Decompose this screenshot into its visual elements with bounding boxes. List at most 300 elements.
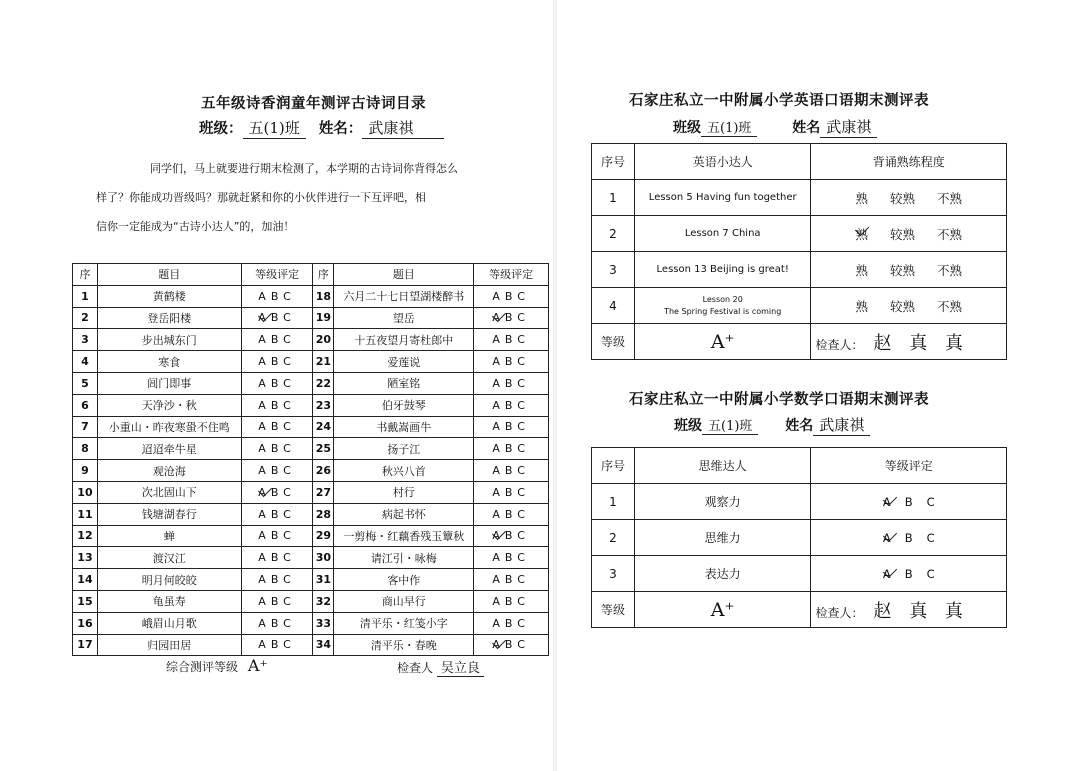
- poem-index: 1: [73, 285, 98, 307]
- grade-letter: A: [258, 420, 271, 434]
- english-row-options: [811, 252, 1007, 288]
- col-header-grade: 等级评定: [241, 264, 313, 286]
- english-class-name-line: [673, 116, 877, 138]
- grade-letter: A: [492, 551, 505, 565]
- poem-index: 23: [313, 394, 334, 416]
- grade-b: B: [904, 494, 913, 509]
- poem-index: 10: [73, 481, 98, 503]
- grade-letter: A: [258, 507, 271, 521]
- grade-letter: B: [270, 551, 284, 565]
- poem-index: 3: [73, 329, 98, 351]
- table-row: [73, 569, 549, 591]
- poem-grade: [474, 634, 549, 656]
- grade-letter: A: [258, 398, 271, 412]
- poem-grade: [241, 307, 313, 329]
- table-row: [73, 547, 549, 569]
- table-row: [73, 351, 549, 373]
- poem-grade: [474, 372, 549, 394]
- grade-letter: C: [283, 616, 296, 630]
- grade-letter: A: [258, 638, 271, 652]
- option-fluent: 熟: [855, 262, 868, 278]
- math-class-label: 班级: [674, 418, 702, 434]
- grade-letter: A: [492, 464, 505, 478]
- lesson-line-1: Lesson 20: [702, 294, 743, 304]
- overall-grade-value: A⁺: [247, 656, 268, 675]
- english-class-label: 班级: [673, 120, 701, 136]
- poem-grade: [474, 394, 549, 416]
- grade-a-checked: A: [492, 638, 505, 652]
- grade-a-checked: A: [492, 311, 505, 325]
- grade-letter: C: [517, 289, 530, 303]
- poem-grade: [474, 547, 549, 569]
- grade-letter: A: [258, 442, 271, 456]
- grade-letter: B: [270, 442, 284, 456]
- lesson-line-2: The Spring Festival is coming: [664, 306, 782, 316]
- english-row: [592, 288, 1007, 324]
- math-checker-label: 检查人：: [815, 605, 864, 620]
- class-value: 五(1)班: [243, 117, 306, 139]
- poem-grade: [241, 416, 313, 438]
- poem-index: 13: [73, 547, 98, 569]
- math-row-index: 2: [592, 520, 635, 556]
- english-row: [592, 252, 1007, 288]
- option-fairly-fluent: 较熟: [889, 262, 915, 278]
- grade-letter: B: [270, 529, 284, 543]
- grade-letter: B: [270, 464, 284, 478]
- poem-grade: [474, 351, 549, 373]
- grade-letter: C: [517, 485, 530, 499]
- english-title: 石家庄私立一中附属小学英语口语期末测评表: [629, 93, 929, 109]
- grade-letter: A: [258, 464, 271, 478]
- english-grade-row: [592, 324, 1007, 360]
- grade-letter: B: [504, 311, 518, 325]
- grade-letter: B: [270, 594, 284, 608]
- poem-index: 34: [313, 634, 334, 656]
- math-row: [592, 520, 1007, 556]
- intro-line-1: 同学们，马上就要进行期末检测了，本学期的古诗词你背得怎么: [150, 162, 458, 175]
- english-row-index: 3: [592, 252, 635, 288]
- poem-title: 峨眉山月歌: [97, 612, 241, 634]
- poem-grade: [474, 590, 549, 612]
- math-header-level: 等级评定: [811, 448, 1007, 484]
- grade-letter: B: [270, 289, 284, 303]
- grade-letter: B: [504, 616, 518, 630]
- english-row-options: [811, 288, 1007, 324]
- table-row: [73, 634, 549, 656]
- poem-title: 观沧海: [97, 460, 241, 482]
- english-row-index: 4: [592, 288, 635, 324]
- option-not-fluent: 不熟: [937, 262, 963, 278]
- poem-grade: [474, 438, 549, 460]
- grade-letter: C: [283, 398, 296, 412]
- name-label: 姓名：: [318, 121, 363, 137]
- col-header-grade-2: 等级评定: [474, 264, 549, 286]
- poem-index: 29: [313, 525, 334, 547]
- grade-letter: B: [504, 638, 518, 652]
- grade-letter: C: [517, 355, 530, 369]
- table-row: [73, 525, 549, 547]
- poem-title: 明月何皎皎: [97, 569, 241, 591]
- grade-letter: A: [258, 289, 271, 303]
- poem-grade: [474, 285, 549, 307]
- poem-title: 六月二十七日望湖楼醉书: [334, 285, 474, 307]
- grade-letter: B: [270, 420, 284, 434]
- math-row: [592, 484, 1007, 520]
- math-grade-row: [592, 592, 1007, 628]
- poem-index: 32: [313, 590, 334, 612]
- english-header-index: 序号: [592, 144, 635, 180]
- poem-title: 病起书怀: [334, 503, 474, 525]
- english-header-item: 英语小达人: [634, 144, 811, 180]
- grade-a-checked: A: [258, 311, 271, 325]
- grade-c: C: [926, 530, 935, 545]
- grade-letter: A: [492, 398, 505, 412]
- grade-letter: C: [517, 529, 530, 543]
- grade-letter: A: [258, 376, 271, 390]
- grade-letter: B: [504, 376, 518, 390]
- grade-letter: B: [504, 355, 518, 369]
- option-not-fluent: 不熟: [937, 226, 963, 242]
- poem-grade: [241, 394, 313, 416]
- grade-c: C: [926, 494, 935, 509]
- grade-letter: C: [283, 289, 296, 303]
- poem-title: 扬子江: [334, 438, 474, 460]
- poem-index: 12: [73, 525, 98, 547]
- col-header-index-2: 序: [313, 264, 334, 286]
- option-not-fluent: 不熟: [937, 298, 963, 314]
- poem-grade: [241, 503, 313, 525]
- checker-label: 检查人: [397, 661, 434, 675]
- english-row: [592, 216, 1007, 252]
- poem-title: 客中作: [334, 569, 474, 591]
- poem-title: 蝉: [97, 525, 241, 547]
- grade-letter: C: [517, 376, 530, 390]
- poem-index: 24: [313, 416, 334, 438]
- poem-grade: [474, 481, 549, 503]
- english-checker-signature: 赵 真 真: [873, 332, 969, 354]
- poem-grade: [241, 612, 313, 634]
- poem-index: 31: [313, 569, 334, 591]
- table-row: [73, 612, 549, 634]
- math-grade-value: A⁺: [634, 592, 811, 628]
- grade-letter: B: [504, 573, 518, 587]
- grade-letter: C: [517, 507, 530, 521]
- math-row: [592, 556, 1007, 592]
- poem-grade: [474, 503, 549, 525]
- poem-grade: [474, 307, 549, 329]
- poetry-title: 五年级诗香润童年测评古诗词目录: [201, 96, 426, 112]
- grade-letter: B: [504, 420, 518, 434]
- grade-letter: C: [517, 420, 530, 434]
- grade-letter: B: [504, 594, 518, 608]
- math-name-value: 武康祺: [813, 414, 870, 436]
- math-row-skill: 观察力: [634, 484, 811, 520]
- table-row: [73, 307, 549, 329]
- poem-title: 天净沙・秋: [97, 394, 241, 416]
- intro-line-2: 样了？你能成功晋级吗？那就赶紧和你的小伙伴进行一下互评吧，相: [96, 191, 426, 204]
- english-row-lesson: Lesson 5 Having fun together: [634, 180, 811, 216]
- poem-title: 爱莲说: [334, 351, 474, 373]
- english-grade-label: 等级: [592, 324, 635, 360]
- poem-index: 7: [73, 416, 98, 438]
- poem-grade: [241, 525, 313, 547]
- grade-b: B: [904, 566, 913, 581]
- poem-title: 次北固山下: [97, 481, 241, 503]
- english-name-label: 姓名: [792, 120, 821, 136]
- math-row-skill: 思维力: [634, 520, 811, 556]
- poem-grade: [474, 460, 549, 482]
- grade-letter: B: [504, 398, 518, 412]
- grade-letter: C: [283, 311, 296, 325]
- math-title: 石家庄私立一中附属小学数学口语期末测评表: [629, 392, 929, 408]
- grade-letter: C: [517, 333, 530, 347]
- grade-letter: C: [517, 311, 530, 325]
- grade-letter: A: [258, 573, 271, 587]
- poem-index: 21: [313, 351, 334, 373]
- english-grade-value: A⁺: [634, 324, 811, 360]
- grade-a-checked: A: [882, 530, 891, 545]
- grade-letter: A: [258, 594, 271, 608]
- poem-grade: [241, 460, 313, 482]
- grade-letter: C: [517, 464, 530, 478]
- grade-letter: B: [504, 289, 518, 303]
- grade-letter: B: [504, 442, 518, 456]
- grade-letter: C: [517, 551, 530, 565]
- poetry-class-name-line: [199, 117, 444, 139]
- grade-letter: B: [270, 376, 284, 390]
- grade-letter: C: [517, 616, 530, 630]
- poem-grade: [241, 481, 313, 503]
- grade-letter: C: [283, 529, 296, 543]
- math-row-grades: [811, 556, 1007, 592]
- col-header-title-2: 题目: [334, 264, 474, 286]
- poem-grade: [241, 285, 313, 307]
- poem-grade: [474, 569, 549, 591]
- grade-letter: C: [517, 573, 530, 587]
- grade-letter: A: [258, 355, 271, 369]
- math-class-value: 五(1)班: [702, 415, 758, 435]
- poem-title: 伯牙鼓琴: [334, 394, 474, 416]
- grade-letter: B: [504, 485, 518, 499]
- oral-sheet: [557, 0, 1080, 771]
- overall-grade-label: 综合测评等级: [166, 660, 239, 674]
- poem-index: 25: [313, 438, 334, 460]
- table-row: [73, 503, 549, 525]
- poem-index: 30: [313, 547, 334, 569]
- grade-letter: C: [283, 420, 296, 434]
- poem-title: 渡汉江: [97, 547, 241, 569]
- poem-index: 8: [73, 438, 98, 460]
- poem-grade: [474, 525, 549, 547]
- class-label: 班级：: [199, 121, 243, 137]
- table-row: [73, 394, 549, 416]
- english-header-row: [592, 144, 1007, 180]
- grade-letter: C: [283, 333, 296, 347]
- table-row: [73, 438, 549, 460]
- math-name-label: 姓名: [785, 418, 814, 434]
- poem-index: 15: [73, 590, 98, 612]
- poem-title: 请江引・咏梅: [334, 547, 474, 569]
- poem-title: 归园田居: [97, 634, 241, 656]
- english-row-options: [811, 180, 1007, 216]
- poem-grade: [241, 634, 313, 656]
- grade-letter: A: [492, 289, 505, 303]
- math-row-grades: [811, 520, 1007, 556]
- grade-letter: B: [270, 311, 284, 325]
- poem-index: 6: [73, 394, 98, 416]
- grade-letter: C: [283, 376, 296, 390]
- option-fluent: 熟: [855, 298, 868, 314]
- math-checker-signature: 赵 真 真: [873, 600, 969, 622]
- poem-title: 寒食: [97, 351, 241, 373]
- grade-letter: C: [283, 442, 296, 456]
- poem-grade: [241, 438, 313, 460]
- poem-title: 一剪梅・红藕香残玉簟秋: [334, 525, 474, 547]
- grade-letter: B: [270, 355, 284, 369]
- poem-title: 陋室铭: [334, 372, 474, 394]
- grade-letter: A: [492, 355, 505, 369]
- grade-letter: C: [283, 573, 296, 587]
- grade-letter: B: [270, 638, 284, 652]
- poem-title: 商山早行: [334, 590, 474, 612]
- grade-letter: C: [283, 485, 296, 499]
- grade-letter: A: [258, 616, 271, 630]
- poem-title: 黄鹤楼: [97, 285, 241, 307]
- grade-letter: A: [258, 551, 271, 565]
- intro-line-3: 信你一定能成为“古诗小达人”的，加油！: [96, 220, 295, 233]
- poem-index: 4: [73, 351, 98, 373]
- checker-signature: 吴立良: [437, 661, 484, 677]
- poem-title: 钱塘湖春行: [97, 503, 241, 525]
- poem-title: 清平乐・红笺小字: [334, 612, 474, 634]
- table-row: [73, 416, 549, 438]
- grade-letter: B: [270, 573, 284, 587]
- grade-letter: B: [270, 333, 284, 347]
- grade-letter: B: [504, 551, 518, 565]
- math-header-index: 序号: [592, 448, 635, 484]
- math-checker-cell: [811, 592, 1007, 628]
- grade-letter: C: [283, 638, 296, 652]
- english-checker-cell: [811, 324, 1007, 360]
- grade-letter: B: [504, 333, 518, 347]
- poem-title: 清平乐・春晚: [334, 634, 474, 656]
- col-header-index: 序: [73, 264, 98, 286]
- grade-letter: A: [258, 529, 271, 543]
- grade-letter: B: [504, 464, 518, 478]
- poem-title: 龟虽寿: [97, 590, 241, 612]
- option-fairly-fluent: 较熟: [889, 298, 915, 314]
- poem-index: 9: [73, 460, 98, 482]
- math-class-name-line: [674, 414, 870, 436]
- poem-title: 小重山・昨夜寒蛩不住鸣: [97, 416, 241, 438]
- poem-index: 14: [73, 569, 98, 591]
- english-header-level: 背诵熟练程度: [811, 144, 1007, 180]
- grade-letter: B: [504, 529, 518, 543]
- poetry-table: [72, 263, 549, 656]
- poem-grade: [241, 351, 313, 373]
- poem-index: 2: [73, 307, 98, 329]
- table-row: [73, 481, 549, 503]
- poem-grade: [241, 372, 313, 394]
- poem-title: 迢迢牵牛星: [97, 438, 241, 460]
- math-table: [591, 447, 1007, 628]
- poem-grade: [241, 329, 313, 351]
- poem-grade: [474, 329, 549, 351]
- math-row-index: 3: [592, 556, 635, 592]
- poem-index: 33: [313, 612, 334, 634]
- grade-letter: B: [270, 616, 284, 630]
- poem-title: 步出城东门: [97, 329, 241, 351]
- name-value: 武康祺: [362, 117, 444, 139]
- grade-letter: C: [283, 355, 296, 369]
- poem-index: 16: [73, 612, 98, 634]
- english-row-lesson: [634, 288, 811, 324]
- grade-letter: A: [492, 420, 505, 434]
- english-class-value: 五(1)班: [701, 117, 757, 137]
- poem-grade: [474, 416, 549, 438]
- table-row: [73, 590, 549, 612]
- grade-b: B: [904, 530, 913, 545]
- grade-a-checked: A: [258, 485, 271, 499]
- english-row-index: 2: [592, 216, 635, 252]
- grade-a-checked: A: [492, 529, 505, 543]
- poem-index: 17: [73, 634, 98, 656]
- poem-grade: [474, 612, 549, 634]
- english-row-lesson: Lesson 7 China: [634, 216, 811, 252]
- option-fairly-fluent: 较熟: [889, 190, 915, 206]
- grade-letter: B: [270, 398, 284, 412]
- math-row-skill: 表达力: [634, 556, 811, 592]
- grade-letter: C: [517, 398, 530, 412]
- overall-grade-line: [166, 656, 268, 675]
- grade-letter: C: [517, 638, 530, 652]
- grade-letter: A: [492, 485, 505, 499]
- grade-letter: B: [270, 485, 284, 499]
- poem-index: 20: [313, 329, 334, 351]
- english-name-value: 武康祺: [820, 116, 877, 138]
- grade-letter: C: [283, 594, 296, 608]
- english-table: [591, 143, 1007, 360]
- grade-letter: A: [492, 442, 505, 456]
- grade-letter: A: [258, 333, 271, 347]
- grade-letter: C: [283, 507, 296, 521]
- english-row-lesson: Lesson 13 Beijing is great!: [634, 252, 811, 288]
- english-row-options: [811, 216, 1007, 252]
- grade-letter: C: [517, 442, 530, 456]
- option-fairly-fluent: 较熟: [889, 226, 915, 242]
- poem-title: 十五夜望月寄杜郎中: [334, 329, 474, 351]
- poem-grade: [241, 590, 313, 612]
- intro-text: [96, 154, 510, 241]
- grade-letter: B: [270, 507, 284, 521]
- grade-a-checked: A: [882, 566, 891, 581]
- poem-title: 登岳阳楼: [97, 307, 241, 329]
- grade-letter: C: [283, 551, 296, 565]
- math-row-index: 1: [592, 484, 635, 520]
- poem-index: 11: [73, 503, 98, 525]
- table-row: [73, 285, 549, 307]
- poem-title: 秋兴八首: [334, 460, 474, 482]
- col-header-title: 题目: [97, 264, 241, 286]
- option-fluent: 熟: [855, 190, 868, 206]
- poem-title: 望岳: [334, 307, 474, 329]
- english-row-index: 1: [592, 180, 635, 216]
- grade-letter: C: [517, 594, 530, 608]
- grade-letter: B: [504, 507, 518, 521]
- english-checker-label: 检查人：: [815, 337, 864, 352]
- grade-letter: C: [283, 464, 296, 478]
- poem-index: 18: [313, 285, 334, 307]
